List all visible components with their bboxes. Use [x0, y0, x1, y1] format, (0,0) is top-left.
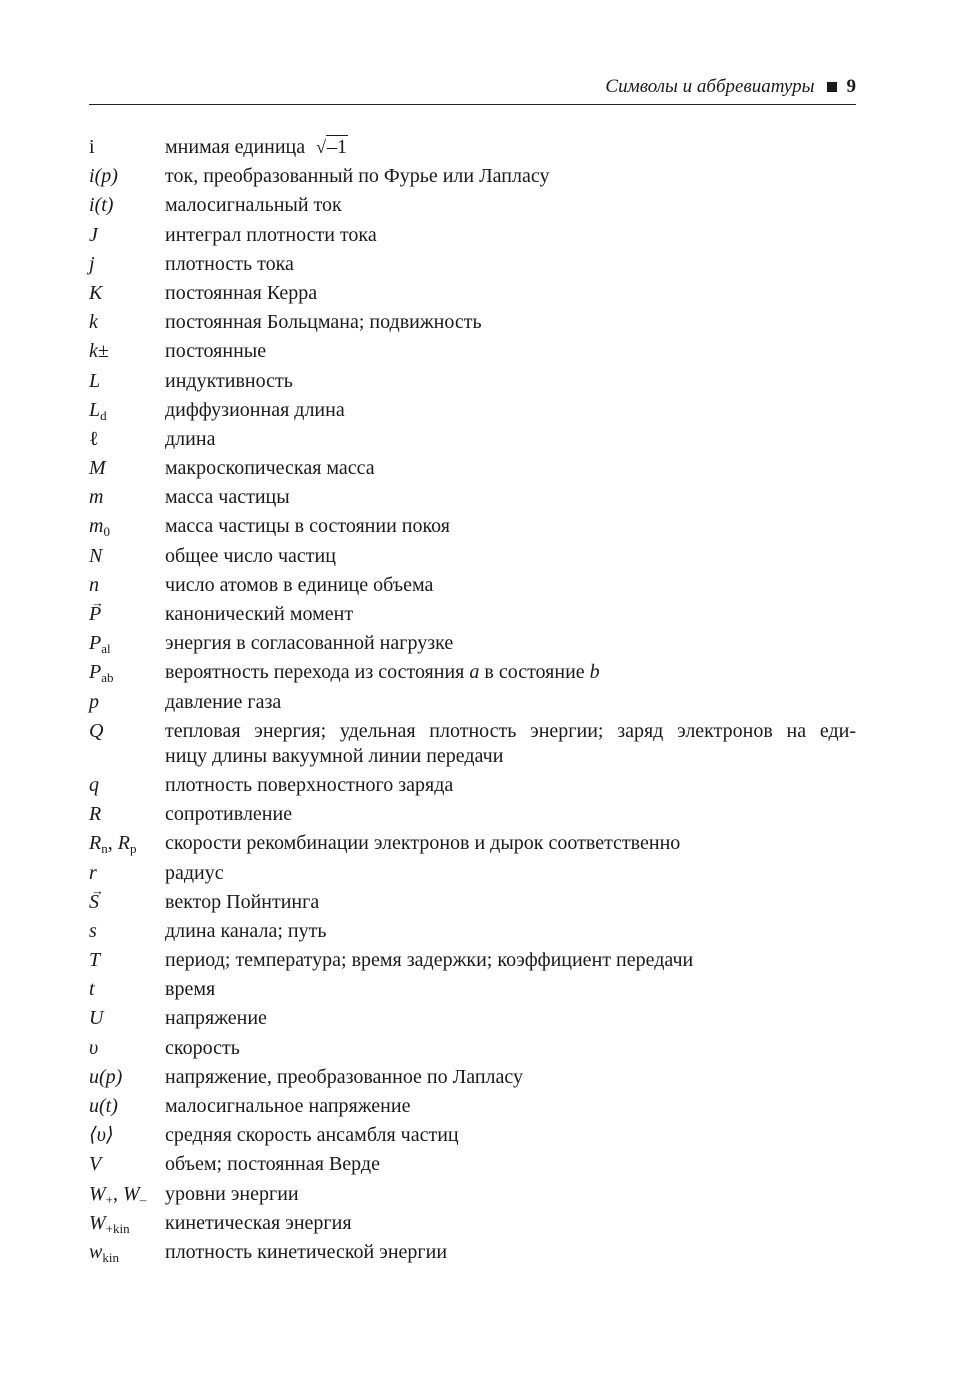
- description: масса частицы в состоянии покоя: [165, 515, 450, 538]
- symbol: [89, 514, 165, 539]
- running-header: [89, 74, 856, 105]
- symbol: N: [89, 544, 103, 567]
- state-variable: a: [469, 661, 480, 684]
- symbol-text: W: [123, 1182, 140, 1205]
- symbol: R: [89, 803, 102, 826]
- description: кинетическая энергия: [165, 1211, 352, 1234]
- vector-symbol: → S: [89, 890, 99, 915]
- symbol: U: [89, 1007, 104, 1030]
- description: диффузионная длина: [165, 398, 345, 421]
- description: постоянная Больцмана; подвижность: [165, 311, 482, 334]
- symbol: [89, 1211, 165, 1236]
- radical-sign-icon: √: [316, 137, 327, 157]
- symbol-text: u: [89, 1095, 99, 1117]
- description-line: тепловая энергия; удельная плотность энергии; заряд электронов на еди-: [165, 719, 856, 742]
- list-item: [89, 193, 856, 218]
- description: давление газа: [165, 690, 282, 713]
- symbol: M: [89, 457, 106, 480]
- description: радиус: [165, 861, 224, 884]
- description: постоянная Керра: [165, 281, 318, 304]
- radicand: –1: [327, 136, 348, 158]
- symbol-text: w: [89, 1240, 103, 1263]
- symbol: $W_+$, $W_-$: [89, 1182, 147, 1207]
- symbol-text: W: [89, 1182, 106, 1205]
- square-root: [316, 135, 348, 160]
- description: [165, 719, 856, 769]
- symbols-list: [89, 135, 856, 1269]
- description: индуктивность: [165, 369, 293, 392]
- symbol: [89, 1240, 165, 1265]
- description: длина: [165, 427, 216, 450]
- description: период; температура; время задержки; коэффициент передачи: [165, 949, 694, 972]
- header-text: [605, 76, 856, 98]
- page-number: 9: [846, 76, 856, 97]
- symbol: k±: [89, 340, 109, 363]
- description: объем; постоянная Верде: [165, 1153, 380, 1176]
- description: средняя скорость ансамбля частиц: [165, 1124, 459, 1147]
- symbol: [89, 602, 165, 627]
- description: вектор Пойнтинга: [165, 890, 320, 913]
- description: малосигнальный ток: [165, 194, 342, 217]
- symbol-subscript: 0: [103, 524, 110, 540]
- symbol-text: W: [89, 1211, 106, 1234]
- description: энергия в согласованной нагрузке: [165, 632, 454, 655]
- symbol-subscript: kin: [102, 1249, 119, 1265]
- symbol-subscript: d: [100, 407, 107, 423]
- list-item: [89, 1065, 856, 1090]
- symbol-argument: (t): [94, 194, 114, 217]
- symbol: υ: [89, 1036, 99, 1059]
- description: число атомов в единице объема: [165, 573, 434, 596]
- list-item: [89, 690, 856, 715]
- symbol-text: L: [89, 398, 101, 421]
- description: постоянные: [165, 340, 267, 363]
- list-item: [89, 861, 856, 886]
- description: напряжение: [165, 1007, 267, 1030]
- list-item: [89, 369, 856, 394]
- list-item: [89, 1152, 856, 1177]
- description: сопротивление: [165, 803, 293, 826]
- symbol: T: [89, 949, 101, 972]
- description: скорость: [165, 1036, 240, 1059]
- symbol-argument: (p): [99, 1065, 123, 1088]
- symbol: j: [89, 252, 95, 275]
- list-item: [89, 281, 856, 306]
- symbol: n: [89, 573, 99, 596]
- description: длина канала; путь: [165, 919, 327, 942]
- list-item: [89, 1006, 856, 1031]
- symbol-text: ℓ: [89, 427, 99, 450]
- description-text: вероятность перехода из состояния: [165, 661, 465, 684]
- description: напряжение, преобразованное по Лапласу: [165, 1065, 523, 1088]
- symbol: [89, 1065, 165, 1090]
- header-title: Символы и аббревиатуры: [605, 76, 815, 97]
- symbol: [89, 398, 165, 423]
- description-text: мнимая единица: [165, 136, 306, 158]
- symbol-argument: (t): [99, 1095, 118, 1117]
- symbol: [89, 135, 165, 160]
- symbol: V: [89, 1153, 102, 1176]
- list-item: [89, 398, 856, 423]
- symbol: [89, 660, 165, 685]
- description: макроскопическая масса: [165, 457, 375, 480]
- symbol: p: [89, 690, 99, 713]
- list-item: [89, 831, 856, 856]
- description: малосигнальное напряжение: [165, 1095, 411, 1117]
- description: уровни энергии: [165, 1182, 299, 1205]
- symbol: k: [89, 311, 98, 334]
- symbol-text: P: [89, 632, 102, 655]
- list-item: [89, 573, 856, 598]
- list-item: [89, 223, 856, 248]
- symbol: t: [89, 978, 95, 1001]
- list-item: [89, 919, 856, 944]
- symbol-text: i: [89, 194, 95, 217]
- list-item: [89, 802, 856, 827]
- list-item: [89, 1036, 856, 1061]
- list-item: [89, 773, 856, 798]
- list-item: [89, 1094, 856, 1119]
- symbol: ⟨υ⟩: [89, 1124, 114, 1147]
- symbol-subscript: –: [139, 1191, 147, 1207]
- list-item: [89, 631, 856, 656]
- symbol-subscript: al: [101, 641, 111, 657]
- symbol-text: u: [89, 1065, 99, 1088]
- list-item: [89, 252, 856, 277]
- symbol: K: [89, 281, 103, 304]
- list-item: [89, 719, 856, 769]
- symbol: [89, 193, 165, 218]
- description: интеграл плотности тока: [165, 223, 377, 246]
- symbol-subscript: ab: [101, 670, 114, 686]
- list-item: [89, 164, 856, 189]
- description: масса частицы: [165, 486, 290, 509]
- symbol-text: R: [89, 832, 102, 855]
- list-item: [89, 602, 856, 627]
- description-line: ницу длины вакуумной линии передачи: [165, 744, 504, 767]
- symbol: [89, 631, 165, 656]
- list-item: [89, 890, 856, 915]
- list-item: [89, 1211, 856, 1236]
- symbol: s: [89, 919, 97, 942]
- list-item: [89, 485, 856, 510]
- description: плотность поверхностного заряда: [165, 773, 454, 796]
- symbol: r: [89, 861, 97, 884]
- symbol: $R_n$, $R_p$: [89, 832, 137, 857]
- symbol: [89, 427, 165, 452]
- description: общее число частиц: [165, 544, 336, 567]
- list-item: [89, 660, 856, 685]
- symbol: J: [89, 223, 98, 246]
- vector-symbol: → P: [89, 602, 101, 627]
- description-text: в состояние: [484, 661, 585, 684]
- list-item: [89, 427, 856, 452]
- symbol-text: R: [117, 832, 130, 855]
- list-item: [89, 1123, 856, 1148]
- list-item: [89, 310, 856, 335]
- list-item: [89, 544, 856, 569]
- symbol-text: i: [89, 136, 95, 158]
- symbol: q: [89, 773, 99, 796]
- list-item: [89, 456, 856, 481]
- symbol-argument: (p): [94, 165, 118, 188]
- symbol-text: i: [89, 165, 95, 188]
- list-item: [89, 1182, 856, 1207]
- symbol-subscript: n: [101, 841, 108, 857]
- symbol-subscript: +kin: [105, 1220, 130, 1236]
- list-item: [89, 977, 856, 1002]
- list-item: [89, 1240, 856, 1265]
- square-bullet-icon: [827, 82, 837, 92]
- symbol: m: [89, 486, 104, 509]
- symbol-subscript: +: [105, 1191, 114, 1207]
- description: время: [165, 978, 216, 1001]
- state-variable: b: [589, 661, 600, 684]
- description: плотность тока: [165, 252, 294, 275]
- symbol: [89, 890, 165, 915]
- symbol: [89, 1094, 165, 1119]
- symbol-text: P: [89, 661, 102, 684]
- symbol: L: [89, 369, 101, 392]
- symbol-subscript: p: [129, 841, 137, 857]
- description: [165, 660, 856, 685]
- description: плотность кинетической энергии: [165, 1240, 448, 1263]
- symbol: [89, 164, 165, 189]
- description: [165, 135, 856, 160]
- list-item: [89, 339, 856, 364]
- description: канонический момент: [165, 603, 354, 625]
- list-item: [89, 135, 856, 160]
- description: ток, преобразованный по Фурье или Лапласу: [165, 165, 550, 188]
- list-item: [89, 948, 856, 973]
- symbol-text: m: [89, 515, 104, 538]
- description: скорости рекомбинации электронов и дырок соответственно: [165, 832, 681, 855]
- symbol: Q: [89, 719, 104, 742]
- list-item: [89, 514, 856, 539]
